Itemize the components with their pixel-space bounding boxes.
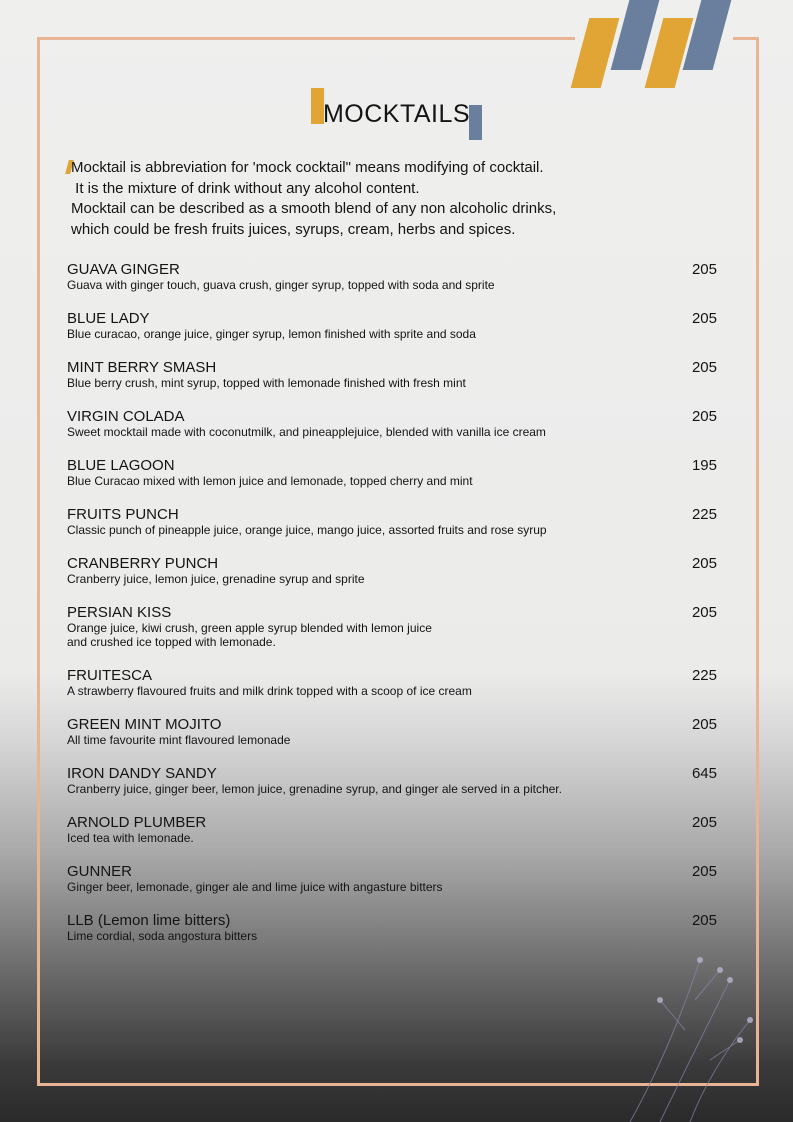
menu-item [67, 765, 717, 796]
item-price: 645 [691, 765, 717, 782]
item-description: Cranberry juice, lemon juice, grenadine syrup and sprite [67, 572, 365, 586]
item-name: GUAVA GINGER [67, 261, 180, 278]
menu-item [67, 863, 717, 894]
item-description: Lime cordial, soda angostura bitters [67, 929, 258, 943]
menu-item [67, 408, 717, 439]
item-price: 205 [691, 604, 717, 621]
item-description: All time favourite mint flavoured lemonade [67, 733, 291, 747]
menu-item [67, 310, 717, 341]
item-price: 195 [691, 457, 717, 474]
item-price: 205 [691, 555, 717, 572]
menu-item [67, 814, 717, 845]
intro-text: Mocktail is abbreviation for 'mock cocktail" means modifying of cocktail. It is the mixture of drink without any alcohol content. Mocktail can be described as a smooth blend of any non alcoholic drinks, which could be fresh fruits juices, syrups, cream, herbs and spices. [71, 159, 557, 239]
item-name: ARNOLD PLUMBER [67, 814, 207, 831]
menu-item [67, 359, 717, 390]
item-price: 205 [691, 912, 717, 929]
item-price: 225 [691, 506, 717, 523]
item-description: Blue berry crush, mint syrup, topped with lemonade finished with fresh mint [67, 376, 466, 390]
menu-item [67, 667, 717, 698]
item-price: 205 [691, 408, 717, 425]
menu-item [67, 506, 717, 537]
item-name: FRUITS PUNCH [67, 506, 179, 523]
item-name: VIRGIN COLADA [67, 408, 185, 425]
item-name: BLUE LAGOON [67, 457, 175, 474]
item-name: MINT BERRY SMASH [67, 359, 217, 376]
item-price: 205 [691, 261, 717, 278]
item-description: Blue curacao, orange juice, ginger syrup, lemon finished with sprite and soda [67, 327, 476, 341]
page-title: MOCKTAILS [322, 100, 471, 128]
frame-top-left [37, 37, 575, 40]
item-description: A strawberry flavoured fruits and milk drink topped with a scoop of ice cream [67, 684, 472, 698]
item-description: Sweet mocktail made with coconutmilk, and pineapplejuice, blended with vanilla ice cream [67, 425, 546, 439]
item-description: Blue Curacao mixed with lemon juice and lemonade, topped cherry and mint [67, 474, 473, 488]
item-name: GUNNER [67, 863, 133, 880]
menu-item [67, 457, 717, 488]
item-description: Cranberry juice, ginger beer, lemon juice, grenadine syrup, and ginger ale served in a pitcher. [67, 782, 562, 796]
item-price: 205 [691, 716, 717, 733]
menu-item [67, 261, 717, 292]
item-price: 205 [691, 814, 717, 831]
item-price: 205 [691, 310, 717, 327]
item-description: Orange juice, kiwi crush, green apple syrup blended with lemon juice and crushed ice topped with lemonade. [67, 621, 432, 649]
item-name: FRUITESCA [67, 667, 153, 684]
item-description: Ginger beer, lemonade, ginger ale and lime juice with angasture bitters [67, 880, 443, 894]
item-name: CRANBERRY PUNCH [67, 555, 219, 572]
item-description: Guava with ginger touch, guava crush, ginger syrup, topped with soda and sprite [67, 278, 495, 292]
item-name: PERSIAN KISS [67, 604, 172, 621]
item-price: 205 [691, 863, 717, 880]
item-name: IRON DANDY SANDY [67, 765, 217, 782]
menu-item [67, 912, 717, 943]
item-description: Iced tea with lemonade. [67, 831, 194, 845]
menu-item [67, 604, 717, 649]
menu-list [67, 261, 717, 961]
item-description: Classic punch of pineapple juice, orange juice, mango juice, assorted fruits and rose syrup [67, 523, 547, 537]
item-price: 205 [691, 359, 717, 376]
item-name: BLUE LADY [67, 310, 150, 327]
menu-item [67, 716, 717, 747]
item-price: 225 [691, 667, 717, 684]
item-name: GREEN MINT MOJITO [67, 716, 222, 733]
flower-decoration-icon [600, 940, 760, 1122]
frame-top-right [733, 37, 756, 40]
menu-item [67, 555, 717, 586]
item-name: LLB (Lemon lime bitters) [67, 912, 231, 929]
